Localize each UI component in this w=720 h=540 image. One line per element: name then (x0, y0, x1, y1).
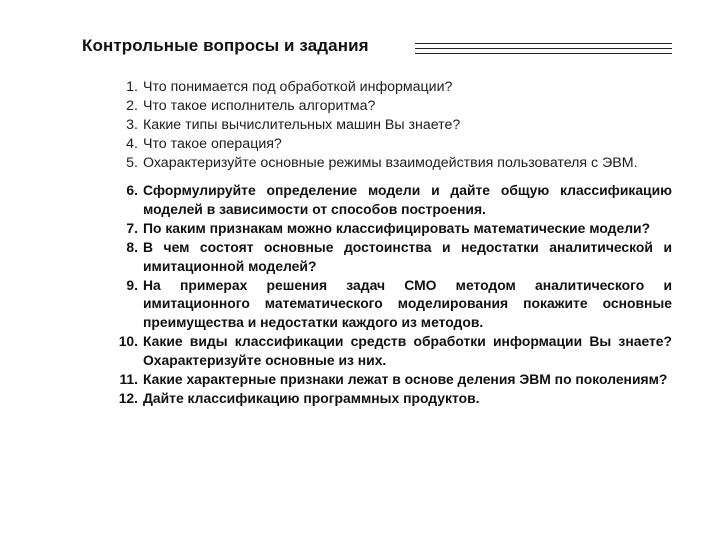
question-number: 12. (118, 389, 138, 406)
question-text: Какие характерные признаки лежат в основе деления ЭВМ по поколениям? (143, 371, 668, 388)
question-item (112, 116, 672, 135)
question-number: 10. (118, 333, 138, 350)
question-text: По каким признакам можно классифицировать математические модели? (143, 219, 651, 236)
question-text: Охарактеризуйте основные режимы взаимодействия пользователя с ЭВМ. (143, 155, 638, 171)
heading-rule-bottom (415, 53, 672, 54)
question-item (112, 332, 672, 370)
question-item (112, 370, 672, 389)
question-text: Какие типы вычислительных машин Вы знаете? (143, 117, 461, 133)
question-number: 7. (126, 219, 138, 236)
question-number: 3. (126, 117, 138, 133)
question-text: Что такое операция? (143, 136, 282, 152)
question-item (112, 219, 672, 238)
page-title: Контрольные вопросы и задания (82, 36, 369, 55)
question-text: Что понимается под обработкой информации? (143, 79, 453, 95)
question-number: 11. (119, 371, 138, 388)
question-text: Дайте классификацию программных продуктов. (143, 389, 480, 406)
question-item (112, 154, 672, 173)
question-item (112, 181, 672, 219)
question-item (112, 78, 672, 97)
heading-rule-top (415, 43, 672, 44)
question-text: На примерах решения задач СМО методом аналитического и имитационного математического моделирования покажите основные преимущества и недостатки каждого из методов. (143, 276, 672, 331)
question-text: Что такое исполнитель алгоритма? (143, 98, 376, 114)
question-number: 1. (126, 79, 138, 95)
question-item (112, 276, 672, 333)
question-number: 8. (126, 238, 138, 255)
question-item (112, 97, 672, 116)
question-item (112, 238, 672, 276)
question-number: 2. (126, 98, 138, 114)
question-number: 4. (126, 136, 138, 152)
questions-list (112, 78, 672, 408)
heading-row (82, 36, 672, 60)
heading-rule-middle (415, 48, 672, 49)
question-number: 9. (126, 276, 138, 293)
question-text: В чем состоят основные достоинства и недостатки аналитической и имитационной моделей? (143, 238, 672, 274)
question-item (112, 389, 672, 408)
question-text: Какие виды классификации средств обработки информации Вы знаете? Охарактеризуйте основные из них. (143, 333, 672, 369)
question-text: Сформулируйте определение модели и дайте общую классификацию моделей в зависимости от способов построения. (143, 182, 672, 217)
question-item (112, 135, 672, 154)
question-number: 5. (126, 155, 138, 171)
question-number: 6. (126, 182, 138, 198)
